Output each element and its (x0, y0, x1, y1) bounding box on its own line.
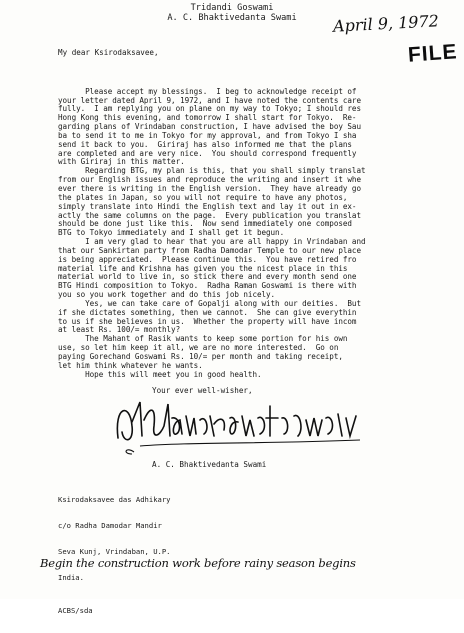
body-line: Yes, we can take care of Gopalji along with our deities. But (58, 298, 361, 308)
body-line: paying Gorechand Goswami Rs. 10/= per month and taking receipt, (58, 352, 343, 361)
body-line: you so you work together and do this job nicely. (58, 290, 276, 300)
body-line: to us if she believes in us. Whether the property will have incom (58, 316, 357, 326)
body-line: Hong Kong this evening, and tomorrow I shall start for Tokyo. Re- (58, 113, 357, 123)
body-line: garding plans of Vrindaban construction, I have advised the boy Sau (58, 122, 361, 132)
body-line: are completed and are very nice. You should correspond frequently (58, 148, 357, 158)
signature-typed-name: A. C. Bhaktivedanta Swami (152, 460, 267, 469)
body-line: actly the same columns on the page. Every publication you translat (58, 210, 361, 220)
body-line: fully. I am replying you on plane on my way to Tokyo; I should res (58, 104, 361, 114)
body-line: at least Rs. 100/= monthly? (58, 325, 181, 335)
salutation: My dear Ksirodaksavee, (58, 48, 159, 57)
body-line: that our Sankirtan party from Radha Damodar Temple to our new place (58, 245, 361, 255)
body-line: I am very glad to hear that you are all happy in Vrindaban and (58, 237, 366, 247)
body-line: use, so let him keep it all, we are no more interested. Go on (58, 343, 339, 353)
body-line: simply translate into Hindi the English text and lay it out in ex- (58, 201, 357, 211)
body-line: your letter dated April 9, 1972, and I have noted the contents care (58, 95, 361, 105)
body-line: Regarding BTG, my plan is this, that you shall simply translat (58, 166, 366, 176)
body-line: ba to send it to me in Tokyo for my approval, and from Tokyo I sha (58, 130, 357, 140)
body-line: let him think whatever he wants. (58, 360, 203, 370)
letterhead-name: Tridandi Goswami (190, 3, 274, 13)
body-line: Hope this will meet you in good health. (58, 369, 262, 379)
letter-body (58, 70, 458, 397)
body-line: Please accept my blessings. I beg to acknowledge receipt of (58, 86, 357, 96)
body-line: The Mahant of Rasik wants to keep some portion for his own (58, 334, 348, 344)
body-line: BTG to Tokyo immediately and I shall get it begun. (58, 228, 285, 238)
letterhead-title: A. C. Bhaktivedanta Swami (167, 13, 297, 23)
body-line: should be done just like this. Now send immediately one composed (58, 219, 352, 229)
body-line: from our English issues and reproduce the writing and insert it whe (58, 175, 361, 185)
body-line: is being appreciated. Please continue this. You have retired fro (58, 254, 357, 264)
body-line: the plates in Japan, so you will not require to have any photos, (58, 192, 348, 202)
body-line: if she dictates something, then we cannot. She can give everythin (58, 307, 357, 317)
body-line: ever there is writing in the English version. They have already go (58, 183, 361, 193)
address-line: c/o Radha Damodar Mandir (58, 520, 162, 530)
file-stamp: FILE (407, 40, 459, 67)
address-line: Seva Kunj, Vrindaban, U.P. (58, 546, 171, 556)
handwritten-note: Begin the construction work before rainy season begins (40, 556, 356, 570)
closing-phrase: Your ever well-wisher, (152, 386, 253, 395)
body-line: with Giriraj in this matter. (58, 157, 185, 167)
body-line: send it back to you. Giriraj has also informed me that the plans (58, 139, 352, 149)
signature-image (110, 396, 370, 456)
reference-initials: ACBS/sda (58, 606, 93, 616)
body-line: BTG Hindi composition to Tokyo. Radha Raman Goswami is there with (58, 281, 357, 291)
body-line: material life and Krishna has given you the nicest place in this (58, 263, 348, 273)
handwritten-date: April 9, 1972 (332, 11, 440, 36)
address-line: India. (58, 572, 84, 582)
body-line: material world to live in, so stick there and every month send one (58, 272, 357, 282)
address-line: Ksirodaksavee das Adhikary (58, 495, 171, 505)
